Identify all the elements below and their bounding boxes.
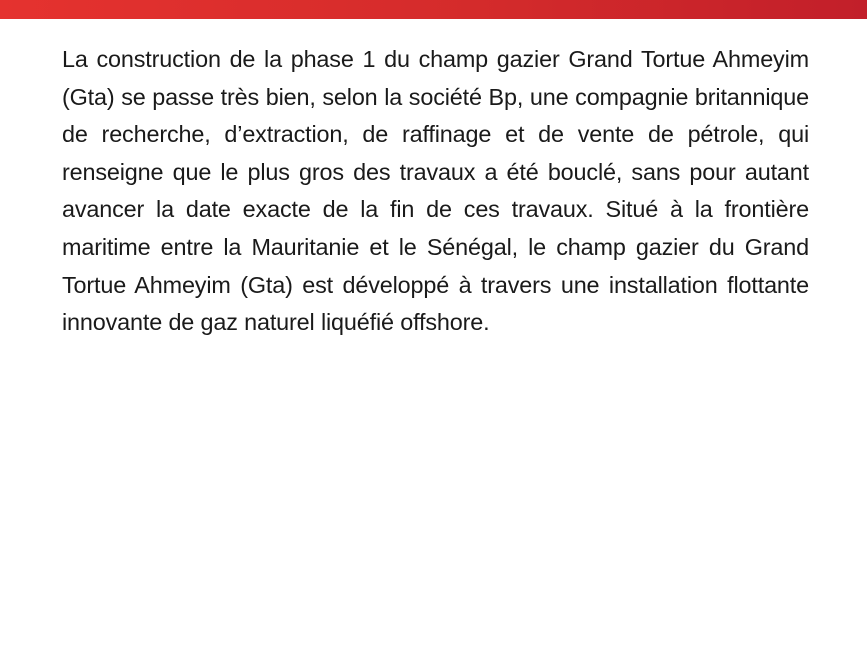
article-paragraph: La construction de la phase 1 du champ gazier Grand Tortue Ahmeyim (Gta) se passe très bien, selon la société Bp, une compagnie britannique de recherche, d’extraction, de raffinage et de vente de pétrole, qui renseigne que le plus gros des travaux a été bouclé, sans pour autant avancer la date exacte de la fin de ces travaux. Situé à la frontière maritime entre la Mauritanie et le Sénégal, le champ gazier du Grand Tortue Ahmeyim (Gta) est développé à travers une installation flottante innovante de gaz naturel liquéfié offshore.: [62, 46, 809, 336]
header-accent-bar: [0, 0, 867, 19]
